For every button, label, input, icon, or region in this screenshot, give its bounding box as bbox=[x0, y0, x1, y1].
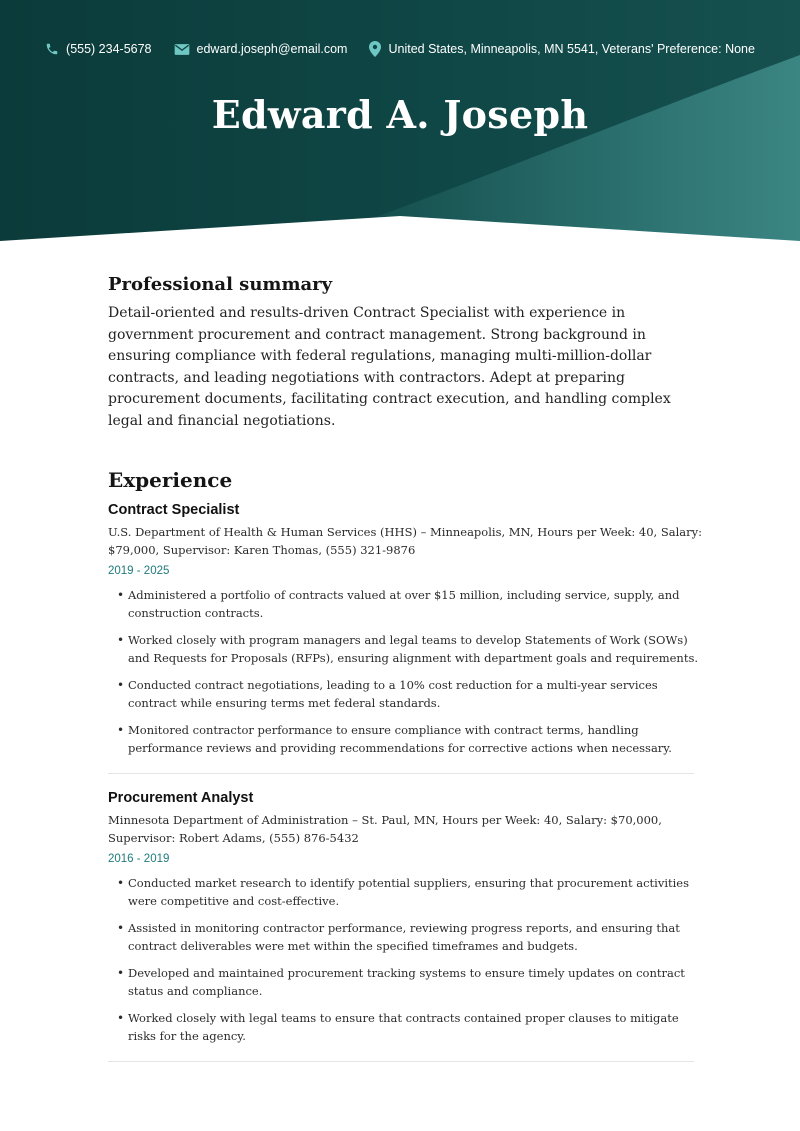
job-meta: U.S. Department of Health & Human Services (HHS) – Minneapolis, MN, Hours per Week: 40, Salary: $79,000, Supervisor: Karen Thomas, (555) 321-9876 bbox=[108, 525, 702, 557]
contact-row bbox=[0, 41, 800, 57]
bullet-icon: • bbox=[117, 921, 125, 935]
bullet-icon: • bbox=[117, 678, 125, 692]
job-bullets bbox=[108, 587, 702, 757]
job-title: Procurement Analyst bbox=[108, 790, 254, 806]
job-bullet bbox=[108, 875, 702, 910]
header-banner bbox=[0, 0, 800, 245]
bullet-text: Monitored contractor performance to ensure compliance with contract terms, handling performance reviews and providing recommendations for corrective actions when necessary. bbox=[128, 723, 672, 755]
summary-title: Professional summary bbox=[108, 274, 333, 295]
bullet-text: Assisted in monitoring contractor performance, reviewing progress reports, and ensuring that contract deliverables were met within the specified timeframes and budgets. bbox=[128, 921, 680, 953]
job-bullet bbox=[108, 965, 702, 1000]
bullet-icon: • bbox=[117, 876, 125, 890]
phone-icon bbox=[45, 42, 59, 56]
job-bullets bbox=[108, 875, 702, 1045]
resume-body bbox=[108, 274, 702, 1078]
job-bullet bbox=[108, 677, 702, 712]
job-bullet bbox=[108, 920, 702, 955]
bullet-icon: • bbox=[117, 723, 125, 737]
contact-location bbox=[369, 41, 754, 57]
bullet-text: Administered a portfolio of contracts valued at over $15 million, including service, supply, and construction contracts. bbox=[128, 588, 680, 620]
experience-section bbox=[108, 468, 702, 1062]
bullet-icon: • bbox=[117, 966, 125, 980]
job-bullet bbox=[108, 722, 702, 757]
bullet-icon: • bbox=[117, 588, 125, 602]
job-meta: Minnesota Department of Administration – St. Paul, MN, Hours per Week: 40, Salary: $70,000, Supervisor: Robert Adams, (555) 876-5432 bbox=[108, 813, 662, 845]
job-bullet bbox=[108, 587, 702, 622]
job-dates: 2016 - 2019 bbox=[108, 853, 170, 865]
contact-phone[interactable] bbox=[45, 42, 151, 56]
job-entry bbox=[108, 790, 702, 1062]
bullet-text: Worked closely with legal teams to ensure that contracts contained proper clauses to mitigate risks for the agency. bbox=[128, 1011, 679, 1043]
bullet-icon: • bbox=[117, 633, 125, 647]
bullet-text: Developed and maintained procurement tracking systems to ensure timely updates on contract status and compliance. bbox=[128, 966, 685, 998]
summary-text: Detail-oriented and results-driven Contract Specialist with experience in government procurement and contract management. Strong background in ensuring compliance with federal regulations, managing multi-million-dollar contracts, and leading negotiations with contractors. Adept at preparing procurement documents, facilitating contract execution, and handling complex legal and financial negotiations. bbox=[108, 305, 671, 429]
phone-text: (555) 234-5678 bbox=[66, 42, 152, 56]
bullet-text: Conducted market research to identify potential suppliers, ensuring that procurement activities were competitive and cost-effective. bbox=[128, 876, 690, 908]
job-dates: 2019 - 2025 bbox=[108, 565, 170, 577]
divider bbox=[108, 1061, 694, 1062]
job-entry bbox=[108, 502, 702, 774]
email-text: edward.joseph@email.com bbox=[196, 42, 348, 56]
location-text: United States, Minneapolis, MN 5541, Veterans' Preference: None bbox=[388, 42, 755, 56]
email-icon bbox=[174, 43, 190, 56]
candidate-name: Edward A. Joseph bbox=[211, 92, 589, 137]
location-icon bbox=[369, 41, 381, 57]
job-title: Contract Specialist bbox=[108, 502, 240, 518]
divider bbox=[108, 773, 694, 774]
job-bullet bbox=[108, 1010, 702, 1045]
summary-section bbox=[108, 274, 702, 432]
job-bullet bbox=[108, 632, 702, 667]
bullet-icon: • bbox=[117, 1011, 125, 1025]
contact-email[interactable] bbox=[174, 42, 348, 56]
bullet-text: Worked closely with program managers and legal teams to develop Statements of Work (SOWs) and Requests for Proposals (RFPs), ensuring alignment with department goals and requirements. bbox=[128, 633, 699, 665]
bullet-text: Conducted contract negotiations, leading to a 10% cost reduction for a multi-year services contract while ensuring terms met federal standards. bbox=[128, 678, 658, 710]
experience-title: Experience bbox=[108, 468, 233, 492]
